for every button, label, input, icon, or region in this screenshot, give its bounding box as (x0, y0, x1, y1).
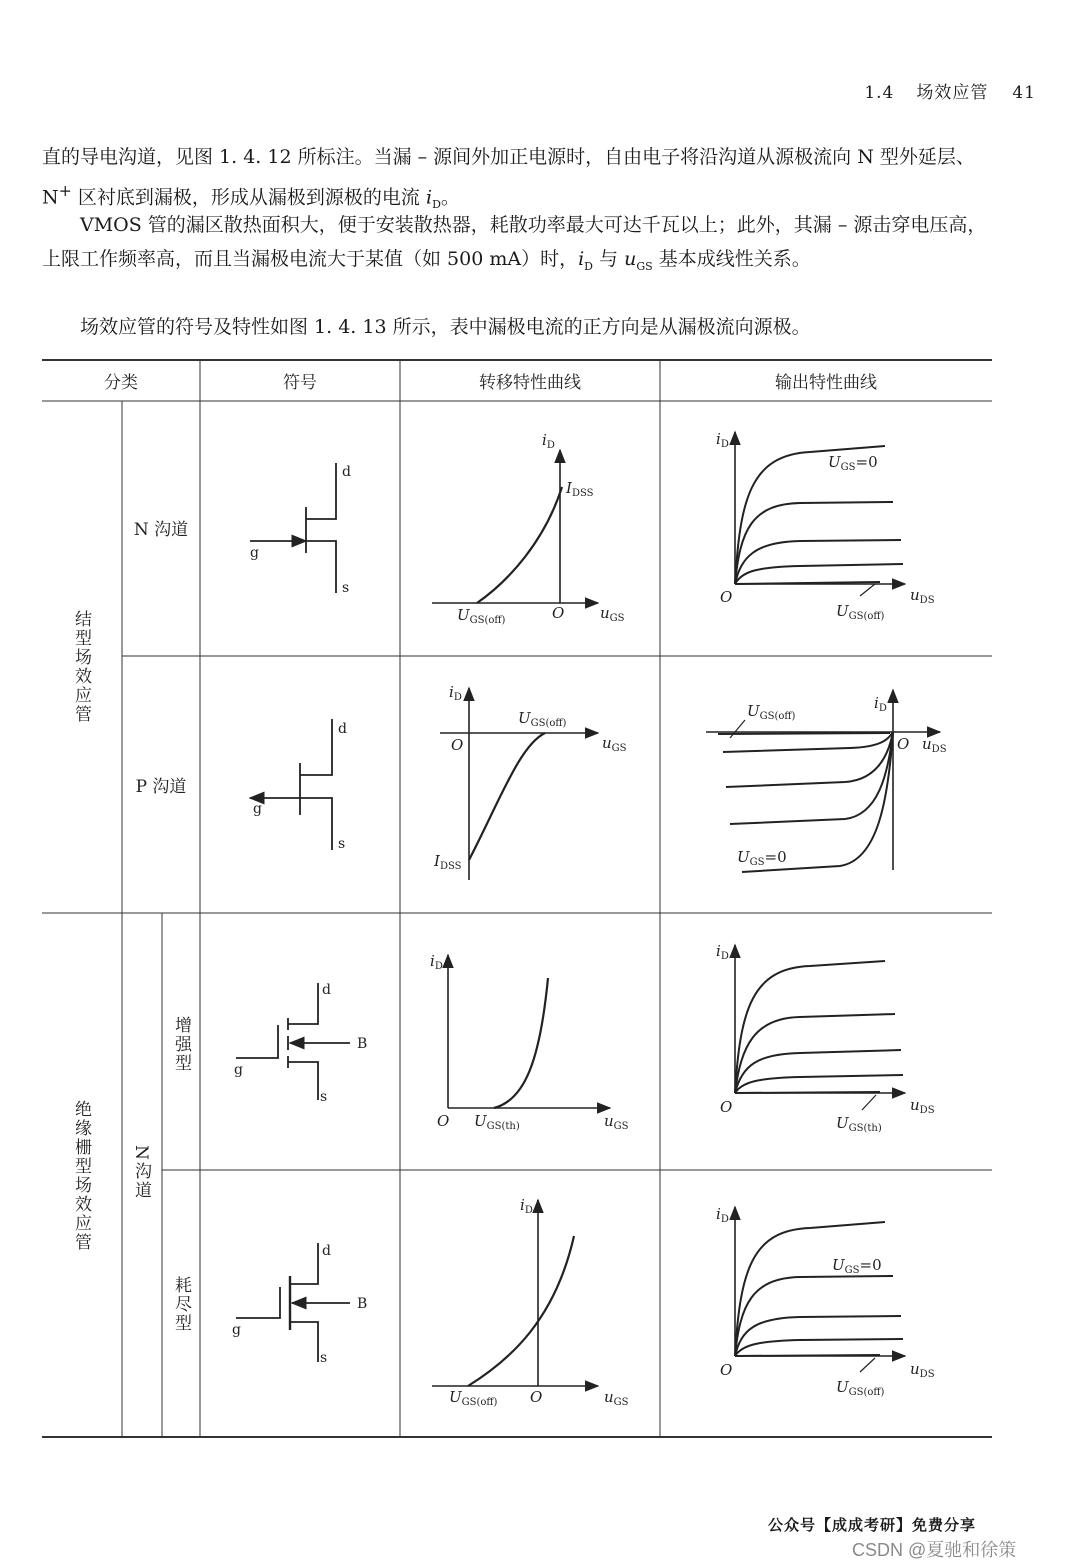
paragraph-2: VMOS 管的漏区散热面积大，便于安装散热器，耗散功率最大可达千瓦以上；此外，其漏 – 源击穿电压高，上限工作频率高，而且当漏极电流大于某值（如 500 mA）时，$i_D$ 与 $u_{GS}$ 基本成线性关系。 (42, 214, 987, 273)
svg-text:s: s (338, 836, 346, 852)
svg-text:g: g (234, 1062, 243, 1078)
svg-text:UGS=0: $U_{GS}=0$ (832, 1256, 882, 1276)
svg-text:O: O (451, 736, 464, 754)
svg-text:s: s (342, 580, 350, 596)
svg-text:iD: $i_D$ (542, 431, 555, 451)
output-curves-p-jfet (706, 690, 947, 872)
page-number: 41 (1012, 83, 1036, 103)
svg-text:iD: $i_D$ (449, 683, 462, 703)
svg-text:uDS: $u_{DS}$ (910, 1096, 935, 1116)
svg-text:uGS: $u_{GS}$ (600, 604, 625, 624)
group-jfet: 结型场效应管 (71, 610, 91, 724)
header-category: 分类 (104, 373, 138, 393)
svg-text:s: s (320, 1350, 328, 1366)
svg-text:UGS=0: $U_{GS}=0$ (828, 453, 878, 473)
transfer-curve-enhancement (430, 952, 629, 1132)
svg-text:uDS: $u_{DS}$ (922, 735, 947, 755)
svg-text:uGS: $u_{GS}$ (604, 1388, 629, 1408)
row-p-jfet: P 沟道 (135, 777, 187, 797)
svg-text:UGS=0: $U_{GS}=0$ (737, 848, 787, 868)
svg-text:UGS(off): $U_{GS(off)}$ (747, 702, 796, 722)
svg-text:d: d (322, 1243, 331, 1259)
svg-text:uGS: $u_{GS}$ (602, 734, 627, 754)
group-n-channel: N沟道 (131, 1145, 151, 1200)
svg-text:iD: $i_D$ (430, 952, 443, 972)
footer-note: 公众号【成成考研】免费分享 (768, 1516, 977, 1534)
svg-text:d: d (342, 464, 351, 480)
svg-text:d: d (338, 721, 347, 737)
svg-text:uDS: $u_{DS}$ (910, 1360, 935, 1380)
svg-text:UGS(th): $U_{GS(th)}$ (474, 1112, 520, 1132)
svg-text:B: B (357, 1036, 368, 1052)
svg-text:O: O (720, 1361, 733, 1379)
svg-text:UGS(off): $U_{GS(off)}$ (457, 606, 506, 626)
watermark: CSDN @夏驰和徐策 (852, 1540, 1017, 1560)
section-number: 1.4 (864, 83, 895, 103)
paragraph-1: 直的导电沟道，见图 1. 4. 12 所标注。当漏 – 源间外加正电源时，自由电子将沿沟道从源极流向 N 型外延层、N+ 区衬底到漏极，形成从漏极到源极的电流 $i_D$。 (42, 146, 975, 212)
svg-text:UGS(th): $U_{GS(th)}$ (836, 1114, 882, 1134)
svg-text:g: g (250, 545, 259, 561)
svg-text:iD: $i_D$ (874, 694, 887, 714)
svg-text:g: g (232, 1322, 241, 1338)
group-mosfet: 绝缘栅型场效应管 (71, 1100, 91, 1252)
row-depletion: 耗尽型 (171, 1276, 191, 1333)
svg-text:iD: $i_D$ (716, 942, 729, 962)
svg-text:UGS(off): $U_{GS(off)}$ (836, 602, 885, 622)
symbol-enhancement-mosfet (234, 982, 367, 1105)
symbol-depletion-mosfet (232, 1243, 367, 1366)
output-curves-enhancement (716, 942, 935, 1134)
svg-text:UGS(off): $U_{GS(off)}$ (836, 1378, 885, 1398)
svg-text:IDSS: $I_{DSS}$ (566, 479, 594, 499)
svg-text:uGS: $u_{GS}$ (604, 1112, 629, 1132)
svg-text:iD: $i_D$ (716, 430, 729, 450)
transfer-curve-p-jfet (433, 683, 627, 880)
svg-text:UGS(off): $U_{GS(off)}$ (449, 1388, 498, 1408)
svg-text:O: O (897, 735, 910, 753)
symbol-p-jfet (250, 719, 347, 852)
svg-text:d: d (322, 982, 331, 998)
section-title: 场效应管 (916, 83, 989, 103)
svg-text:iD: $i_D$ (520, 1196, 533, 1216)
svg-text:g: g (253, 801, 262, 817)
row-enhancement: 增强型 (171, 1016, 191, 1073)
paragraph-3: 场效应管的符号及特性如图 1. 4. 13 所示，表中漏极电流的正方向是从漏极流向源极。 (80, 316, 811, 338)
svg-text:O: O (552, 604, 565, 622)
header-symbol: 符号 (283, 373, 317, 393)
output-curves-n-jfet (716, 430, 935, 622)
svg-text:O: O (720, 1098, 733, 1116)
svg-text:iD: $i_D$ (716, 1205, 729, 1225)
row-n-jfet: N 沟道 (133, 520, 189, 540)
svg-text:uDS: $u_{DS}$ (910, 586, 935, 606)
svg-text:IDSS: $I_{DSS}$ (434, 852, 462, 872)
svg-text:B: B (357, 1296, 368, 1312)
transfer-curve-n-jfet (432, 431, 625, 626)
header-transfer: 转移特性曲线 (479, 373, 581, 393)
output-curves-depletion (716, 1205, 935, 1398)
svg-text:s: s (320, 1089, 328, 1105)
symbol-n-jfet (250, 463, 351, 596)
svg-text:O: O (720, 588, 733, 606)
header-output: 输出特性曲线 (775, 373, 877, 393)
transfer-curve-depletion (432, 1196, 629, 1408)
svg-text:O: O (437, 1112, 450, 1130)
svg-text:O: O (530, 1388, 543, 1406)
svg-text:UGS(off): $U_{GS(off)}$ (518, 709, 567, 729)
